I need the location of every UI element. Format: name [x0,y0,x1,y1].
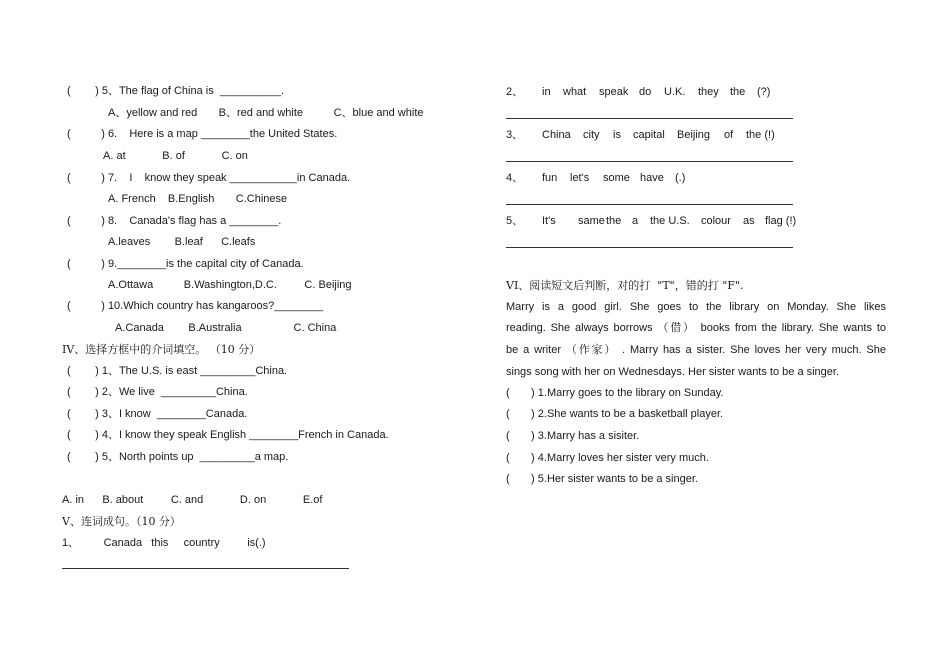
word: some [603,172,630,184]
word: (.) [675,172,686,184]
word: the [730,86,746,98]
answer-line-1 [62,568,349,569]
section-4-item-1: ( ) 1、The U.S. is east _________China. [67,365,288,377]
word: in [542,86,551,98]
passage-line-2: reading. She always borrows （借） books from the library. She wants to [506,322,886,334]
word: the [606,215,622,227]
question-5-options: A、yellow and red B、red and white C、blue and white [108,107,424,119]
answer-line-4 [506,204,793,205]
judge-item-4: ( ) 4.Marry loves her sister very much. [506,452,709,464]
judge-item-5: ( ) 5.Her sister wants to be a singer. [506,473,698,485]
word: have [640,172,664,184]
item-number: 3、 [506,129,524,141]
judge-item-1: ( ) 1.Marry goes to the library on Sunday. [506,387,724,399]
word: a [632,215,639,227]
question-10-options: A.Canada B.Australia C. China [115,322,337,334]
word: colour [701,215,731,227]
question-9-options: A.Ottawa B.Washington,D.C. C. Beijing [108,279,352,291]
question-7: ( ) 7. I know they speak ___________in Canada. [67,172,351,184]
item-number: 5、 [506,215,524,227]
item-number: 4、 [506,172,524,184]
section-5-title: V、连词成句。（10 分） [62,515,181,528]
question-6-options: A. at B. of C. on [103,150,248,162]
section-6-title: VI、阅读短文后判断，对的打 "T"，错的打 "F". [506,279,744,292]
judge-item-3: ( ) 3.Marry has a sisiter. [506,430,640,442]
word: they [698,86,719,98]
answer-line-5 [506,247,793,248]
word: of [724,129,734,141]
word: It's [542,215,556,227]
question-5: ( ) 5、The flag of China is __________. [67,85,285,97]
word: is [613,129,621,141]
word: Beijing [677,129,711,141]
section-4-title: IV、选择方框中的介词填空。 （10 分） [62,343,261,356]
item-number: 2、 [506,86,524,98]
word: the (!) [746,129,775,141]
word: same [578,215,605,227]
answer-line-2 [506,118,793,119]
judge-item-2: ( ) 2.She wants to be a basketball player. [506,408,724,420]
word: (?) [757,86,771,98]
question-7-options: A. French B.English C.Chinese [108,193,288,205]
section-4-item-3: ( ) 3、I know ________Canada. [67,408,248,420]
answer-line-3 [506,161,793,162]
passage-line-3: be a writer （作家） . Marry has a sister. She loves her very much. She [506,344,886,356]
passage-line-4: sings song with her on Wednesdays. Her sister wants to be a singer. [506,366,840,378]
word: fun [542,172,558,184]
question-10: ( ) 10.Which country has kangaroos?________ [67,300,324,312]
question-6: ( ) 6. Here is a map ________the United States. [67,128,338,140]
word: flag (!) [765,215,797,227]
word: capital [633,129,665,141]
word: let's [570,172,590,184]
question-8-options: A.leaves B.leaf C.leafs [108,236,256,248]
question-9: ( ) 9.________is the capital city of Canada. [67,258,304,270]
section-4-item-4: ( ) 4、I know they speak English ________French in Canada. [67,429,389,441]
section-4-options: A. in B. about C. and D. on E.of [62,494,323,506]
section-4-item-2: ( ) 2、We live _________China. [67,386,248,398]
section-4-item-5: ( ) 5、North points up _________a map. [67,451,289,463]
section-5-item-1: 1、 Canada this country is(.) [62,537,266,549]
word: speak [599,86,629,98]
word: city [583,129,600,141]
word: U.K. [664,86,686,98]
word: do [639,86,652,98]
word: the U.S. [650,215,690,227]
word: as [743,215,755,227]
passage-line-1: Marry is a good girl. She goes to the library on Monday. She likes [506,301,886,313]
word: what [563,86,587,98]
question-8: ( ) 8. Canada's flag has a ________. [67,215,282,227]
word: China [542,129,571,141]
